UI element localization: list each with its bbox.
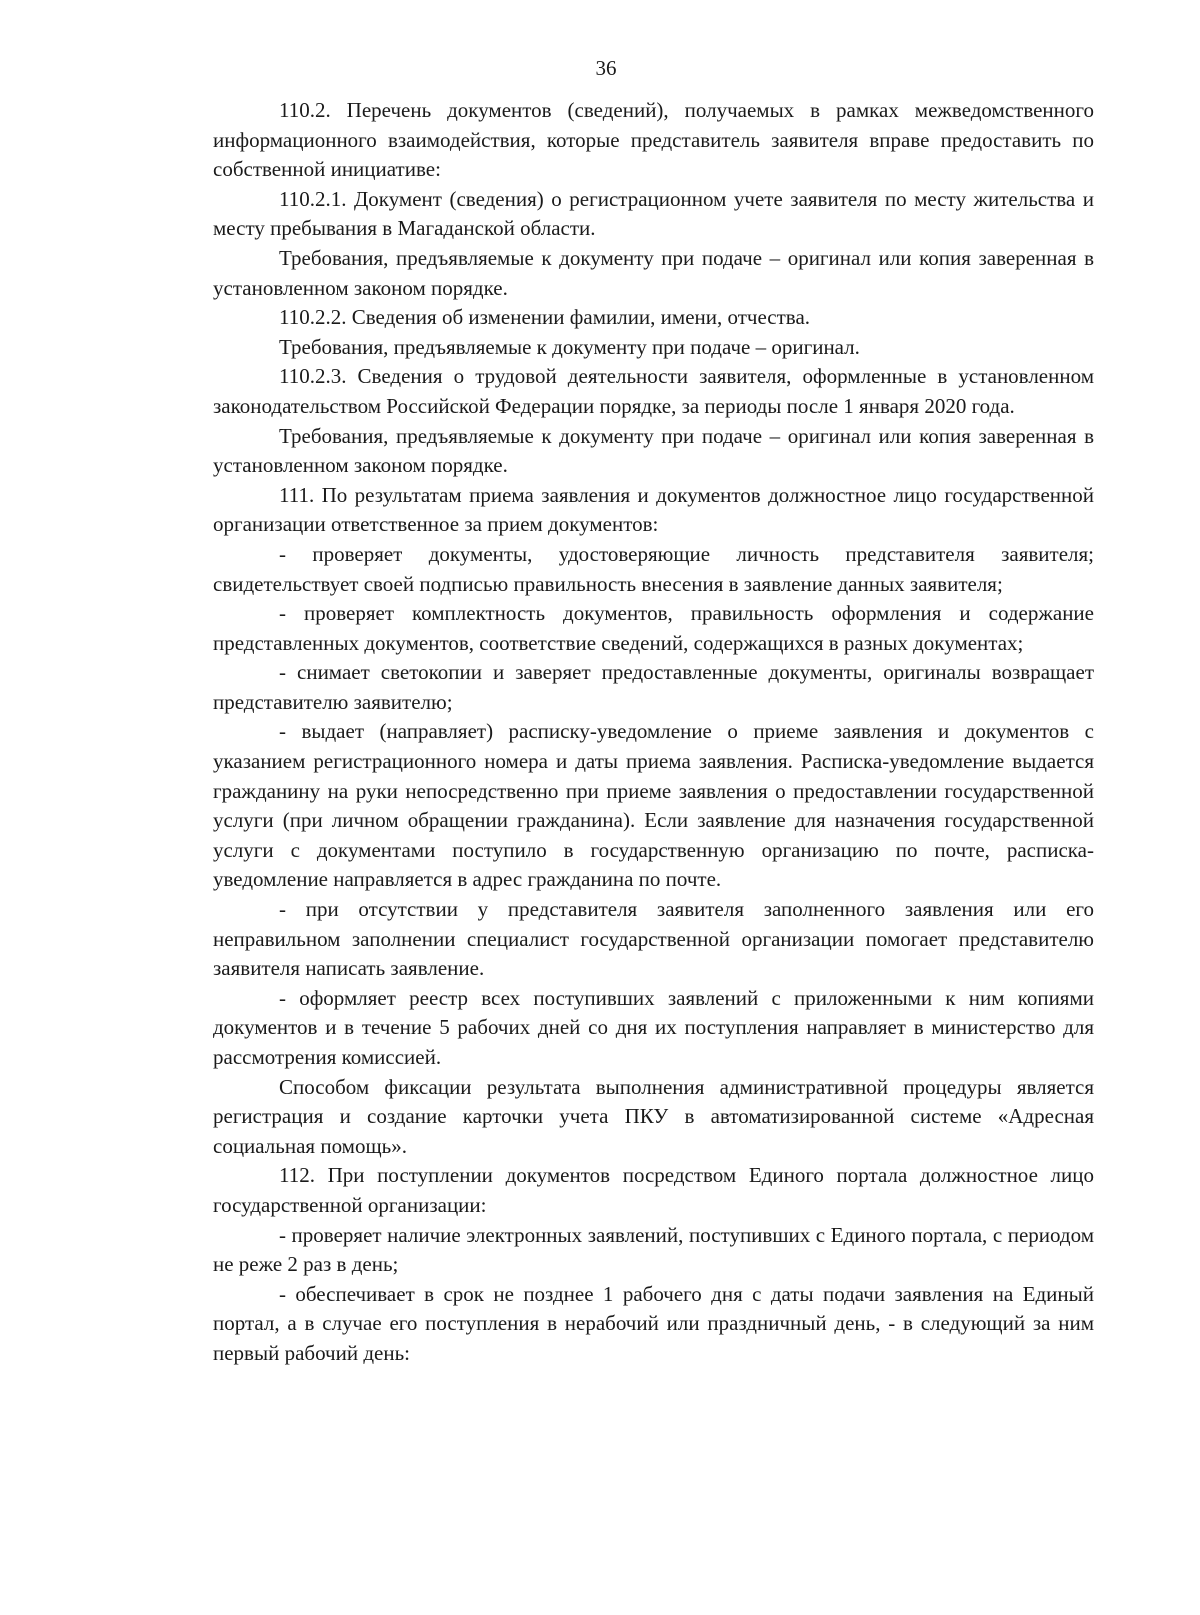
paragraph-110-2-1: 110.2.1. Документ (сведения) о регистрационном учете заявителя по месту жительства и месту пребывания в Магаданской области. <box>213 186 1094 241</box>
page-number: 36 <box>595 56 617 80</box>
paragraph-111: 111. По результатам приема заявления и документов должностное лицо государственной организации ответственное за прием документов: <box>213 482 1094 537</box>
paragraph-110-2: 110.2. Перечень документов (сведений), получаемых в рамках межведомственного информационного взаимодействия, которые представитель заявителя вправе предоставить по собственной инициативе: <box>213 98 1094 182</box>
paragraph-requirements-1: Требования, предъявляемые к документу при подаче – оригинал или копия заверенная в установленном законом порядке. <box>213 245 1094 300</box>
list-item-help-fill-application: - при отсутствии у представителя заявителя заполненного заявления или его неправильном заполнении специалист государственной организации помогает представителю заявителя написать заявление. <box>213 897 1094 981</box>
paragraph-requirements-3: Требования, предъявляемые к документу при подаче – оригинал или копия заверенная в установленном законом порядке. <box>213 423 1094 478</box>
list-item-verify-identity: - проверяет документы, удостоверяющие личность представителя заявителя; свидетельствует своей подписью правильность внесения в заявление данных заявителя; <box>213 541 1094 596</box>
paragraph-112: 112. При поступлении документов посредством Единого портала должностное лицо государственной организации: <box>213 1163 1094 1217</box>
list-item-register-applications: - оформляет реестр всех поступивших заявлений с приложенными к ним копиями документов и в течение 5 рабочих дней со дня их поступления направляет в министерство для рассмотрения комиссией. <box>213 985 1094 1069</box>
list-item-ensure-deadline: - обеспечивает в срок не позднее 1 рабочего дня с даты подачи заявления на Единый портал, а в случае его поступления в нерабочий или праздничный день, - в следующий за ним первый рабочий день: <box>213 1281 1094 1365</box>
paragraph-requirements-2: Требования, предъявляемые к документу при подаче – оригинал. <box>279 334 860 359</box>
paragraph-fixation-method: Способом фиксации результата выполнения административной процедуры является регистрация и создание карточки учета ПКУ в автоматизированной системе «Адресная социальная помощь». <box>213 1074 1094 1158</box>
document-body <box>213 96 1094 1369</box>
paragraph-110-2-3: 110.2.3. Сведения о трудовой деятельности заявителя, оформленные в установленном законодательством Российской Федерации порядке, за периоды после 1 января 2020 года. <box>213 364 1094 418</box>
paragraph-110-2-2: 110.2.2. Сведения об изменении фамилии, имени, отчества. <box>279 305 811 330</box>
list-item-issue-receipt: - выдает (направляет) расписку-уведомление о приеме заявления и документов с указанием регистрационного номера и даты приема заявления. Расписка-уведомление выдается гражданину на руки непосредственно при приеме заявления о предоставлении государственной услуги (при личном обращении гражданина). Если заявление для назначения государственной услуги с документами поступило в государственную организацию по почте, расписка-уведомление направляется в адрес гражданина по почте. <box>213 719 1094 892</box>
list-item-check-completeness: - проверяет комплектность документов, правильность оформления и содержание представленных документов, соответствие сведений, содержащихся в разных документах; <box>213 601 1094 655</box>
list-item-make-copies: - снимает светокопии и заверяет предоставленные документы, оригиналы возвращает представителю заявителю; <box>213 660 1094 714</box>
list-item-check-electronic: - проверяет наличие электронных заявлений, поступивших с Единого портала, с периодом не реже 2 раз в день; <box>213 1222 1094 1277</box>
